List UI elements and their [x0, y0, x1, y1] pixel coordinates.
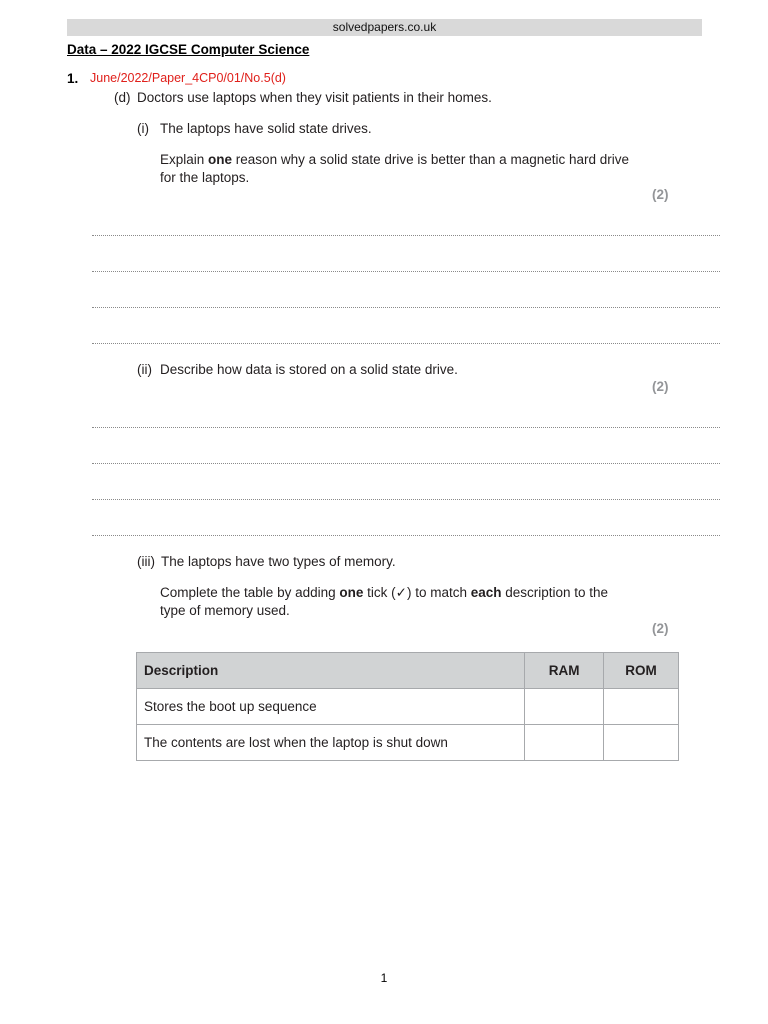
row-description: Stores the boot up sequence: [137, 689, 525, 725]
site-name: solvedpapers.co.uk: [332, 20, 437, 34]
answer-line[interactable]: [92, 499, 720, 500]
header-ram: RAM: [525, 653, 604, 689]
part-i-instruction-pre: Explain: [160, 152, 209, 167]
header-rom: ROM: [604, 653, 679, 689]
answer-line[interactable]: [92, 235, 720, 236]
table-header-row: [137, 653, 679, 689]
part-iii-instr-1: Complete the table by adding: [160, 585, 340, 600]
part-iii-instr-3: description to the: [501, 585, 609, 600]
part-iii-instr-bold1: one: [339, 585, 364, 600]
part-d-label: (d): [114, 90, 131, 105]
question-number: 1.: [67, 71, 79, 86]
part-iii-label: (iii): [137, 554, 155, 569]
part-iii-text: The laptops have two types of memory.: [161, 554, 396, 569]
part-i-label: (i): [137, 121, 149, 136]
memory-type-table: [136, 652, 679, 761]
answer-line[interactable]: [92, 307, 720, 308]
part-i-instruction-post: reason why a solid state drive is better than a magnetic hard drive: [232, 152, 630, 167]
part-d-text: Doctors use laptops when they visit patients in their homes.: [137, 90, 492, 105]
answer-line[interactable]: [92, 271, 720, 272]
part-iii-marks: (2): [652, 621, 669, 636]
part-i-instruction: [160, 151, 629, 169]
part-iii-instruction-line2: type of memory used.: [160, 603, 290, 618]
part-ii-label: (ii): [137, 362, 152, 377]
page-number: 1: [380, 971, 388, 985]
part-i-instruction-line2: for the laptops.: [160, 170, 250, 185]
ram-tick-cell[interactable]: [525, 725, 604, 761]
rom-tick-cell[interactable]: [604, 689, 679, 725]
answer-line[interactable]: [92, 463, 720, 464]
part-i-text: The laptops have solid state drives.: [160, 121, 372, 136]
question-reference: June/2022/Paper_4CP0/01/No.5(d): [90, 71, 286, 85]
part-ii-text: Describe how data is stored on a solid state drive.: [160, 362, 458, 377]
part-ii-marks: (2): [652, 379, 669, 394]
answer-line[interactable]: [92, 343, 720, 344]
site-header-bar: [67, 19, 702, 36]
rom-tick-cell[interactable]: [604, 725, 679, 761]
part-iii-instruction: [160, 584, 608, 602]
part-iii-instr-bold2: each: [470, 585, 502, 600]
ram-tick-cell[interactable]: [525, 689, 604, 725]
part-iii-instr-2: tick (✓) to match: [363, 585, 471, 600]
header-description: Description: [137, 653, 525, 689]
document-title: Data – 2022 IGCSE Computer Science: [67, 42, 310, 57]
table-row: [137, 725, 679, 761]
answer-line[interactable]: [92, 535, 720, 536]
answer-line[interactable]: [92, 427, 720, 428]
table-row: [137, 689, 679, 725]
part-i-instruction-bold: one: [208, 152, 233, 167]
part-i-marks: (2): [652, 187, 669, 202]
row-description: The contents are lost when the laptop is shut down: [137, 725, 525, 761]
